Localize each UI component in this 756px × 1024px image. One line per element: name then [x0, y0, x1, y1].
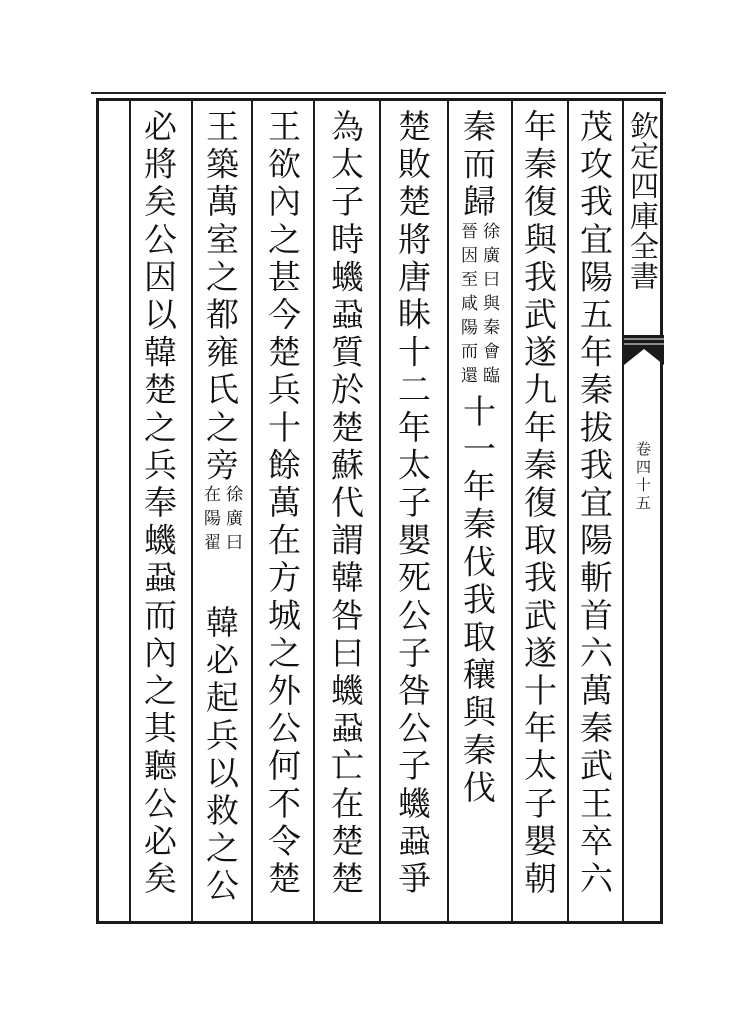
volume-label: 卷四十五	[634, 441, 652, 513]
column-divider	[567, 101, 569, 921]
column-divider	[129, 101, 131, 921]
text-column-8: 必將矣公因以韓楚之兵奉蟣蝨而內之其聽公必矣	[139, 109, 178, 899]
note-left-line: 在陽翟	[200, 485, 220, 557]
page-frame	[96, 98, 663, 924]
main-text: 十一年秦伐我取穰與秦伐	[458, 393, 497, 808]
column-divider	[313, 101, 315, 921]
main-text: 韓必起兵以救之公	[201, 605, 240, 906]
page-margin-strip	[622, 101, 663, 921]
column-divider	[447, 101, 449, 921]
note-right-line: 徐廣曰與秦會臨	[479, 221, 499, 390]
column-divider	[379, 101, 381, 921]
text-column-6: 王欲內之甚今楚兵十餘萬在方城之外公何不令楚	[263, 109, 302, 899]
fishtail-mark-icon	[624, 335, 664, 365]
text-column-2: 年秦復與我武遂九年秦復取我武遂十年太子嬰朝	[519, 109, 558, 899]
text-column-3	[454, 109, 500, 919]
text-column-5: 為太子時蟣蝨質於楚蘇代謂韓咎曰蟣蝨亡在楚楚	[326, 109, 365, 899]
interlinear-note	[199, 485, 243, 605]
book-title: 欽定四庫全書	[626, 111, 660, 291]
interlinear-note	[456, 222, 500, 394]
text-column-4: 楚敗楚將唐眛十二年太子嬰死公子咎公子蟣蝨爭	[393, 109, 432, 899]
column-divider	[511, 101, 513, 921]
column-divider	[191, 101, 193, 921]
note-left-line: 晉因至咸陽而還	[457, 221, 477, 390]
note-right-line: 徐廣曰	[222, 485, 242, 557]
text-column-7	[197, 109, 243, 919]
column-divider	[251, 101, 253, 921]
text-column-1: 茂攻我宜陽五年秦拔我宜陽斬首六萬秦武王卒六	[575, 109, 614, 899]
main-text: 王築萬室之都雍氏之旁	[201, 109, 240, 485]
main-text: 秦而歸	[458, 109, 497, 222]
